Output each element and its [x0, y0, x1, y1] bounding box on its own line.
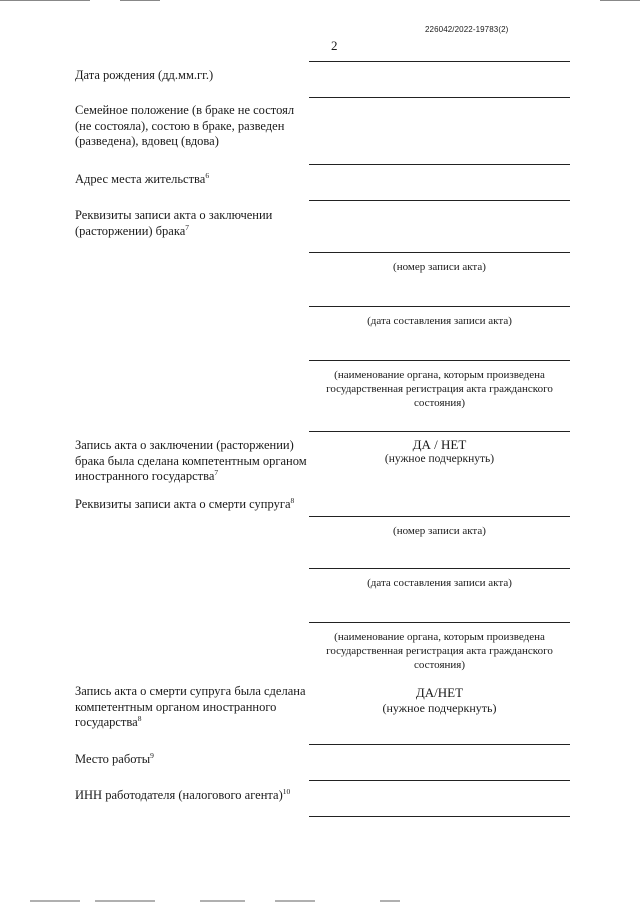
marriage-foreign-label [75, 438, 307, 485]
spouse-death-foreign-text: Запись акта о смерти супруга была сделана компетентным органом иностранного государства [75, 684, 306, 729]
spouse-death-date-caption: (дата составления записи акта) [367, 577, 512, 589]
marriage-record-text: Реквизиты записи акта о заключении (расторжении) брака [75, 208, 273, 238]
birth-date-line-1 [309, 61, 570, 62]
marriage-record-end-line [309, 431, 570, 432]
spouse-death-number-caption: (номер записи акта) [393, 525, 486, 537]
marriage-record-date-caption: (дата составления записи акта) [367, 315, 512, 327]
footnote-8: 8 [137, 713, 142, 723]
scan-edge-top [0, 0, 640, 3]
marriage-record-authority-line[interactable] [309, 360, 570, 361]
birth-date-label: Дата рождения (дд.мм.гг.) [75, 68, 214, 82]
footnote-6: 6 [205, 170, 210, 180]
workplace-label [75, 752, 307, 768]
spouse-death-record-text: Реквизиты записи акта о смерти супруга [75, 497, 291, 511]
marital-status-input-line[interactable] [309, 164, 570, 165]
footnote-7: 7 [214, 467, 219, 477]
footnote-8: 8 [290, 495, 295, 505]
scan-edge-bottom [0, 899, 640, 903]
residence-address-text: Адрес места жительства [75, 172, 206, 186]
spouse-death-authority-caption: (наименование органа, которым произведена государственная регистрация акта гражданского состояния) [326, 631, 553, 671]
marriage-foreign-answer[interactable]: ДА / НЕТ [412, 437, 467, 452]
marriage-record-number-line[interactable] [309, 252, 570, 253]
footnote-10: 10 [282, 786, 291, 796]
workplace-input-line[interactable] [309, 780, 570, 781]
employer-inn-label [75, 788, 315, 804]
birth-date-input-line[interactable] [309, 97, 570, 98]
residence-address-label [75, 172, 307, 188]
page-number: 2 [331, 38, 338, 53]
marriage-foreign-text: Запись акта о заключении (расторжении) брака была сделана компетентным органом иностранного государства [75, 438, 307, 483]
spouse-death-foreign-label [75, 684, 307, 731]
spouse-death-foreign-hint: (нужное подчеркнуть) [382, 701, 497, 715]
spouse-death-authority-line[interactable] [309, 622, 570, 623]
employer-inn-input-line[interactable] [309, 816, 570, 817]
marital-status-label: Семейное положение (в браке не состоял (не состояла), состою в браке, разведен (разведена), вдовец (вдова) [75, 103, 295, 148]
spouse-death-foreign-line [309, 744, 570, 745]
spouse-death-foreign-answer[interactable]: ДА/НЕТ [415, 685, 464, 700]
footnote-7: 7 [185, 222, 190, 232]
spouse-death-number-line[interactable] [309, 516, 570, 517]
employer-inn-text: ИНН работодателя (налогового агента) [75, 788, 283, 802]
footnote-9: 9 [150, 750, 154, 760]
spouse-death-date-line[interactable] [309, 568, 570, 569]
marriage-foreign-hint: (нужное подчеркнуть) [384, 453, 495, 465]
marriage-record-label [75, 208, 307, 239]
marriage-record-authority-caption: (наименование органа, которым произведена государственная регистрация акта гражданского состояния) [326, 369, 553, 409]
document-number: 226042/2022-19783(2) [425, 25, 509, 34]
spouse-death-record-label [75, 497, 307, 513]
workplace-text: Место работы [75, 752, 151, 766]
residence-address-input-line[interactable] [309, 200, 570, 201]
marriage-record-date-line[interactable] [309, 306, 570, 307]
marriage-record-number-caption: (номер записи акта) [393, 261, 486, 273]
